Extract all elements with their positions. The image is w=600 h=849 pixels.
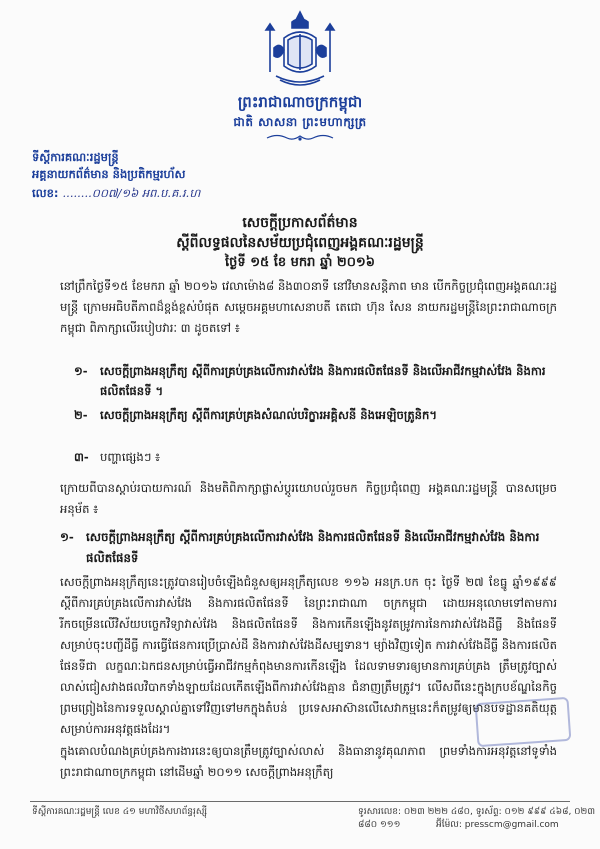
section-number: ១- xyxy=(60,530,74,544)
department-name: អគ្គនាយកព័ត៌មាន និងប្រតិកម្មរហ័ស xyxy=(32,167,186,181)
section-heading xyxy=(60,527,560,569)
agenda-text: បញ្ហាផ្សេងៗ ៖ xyxy=(100,450,161,464)
national-motto: ជាតិ សាសនា ព្រះមហាក្សត្រ xyxy=(233,115,367,129)
reference-value: ........០០៧/១៦ អព.ប.គ.រ.ហ xyxy=(62,186,201,200)
footer-phone: ទូរសារលេខ: ០២៣ ២២២ ៤៨០, ទូរស័ព្ទ: ០១២ ៩៩៩ ៤៦៨, ០២៣ ៨៨០ ១១១ xyxy=(358,807,596,830)
reference-label: លេខ xyxy=(32,186,54,200)
agenda-text: សេចក្តីព្រាងអនុក្រឹត្យ ស្តីពីការគ្រប់គ្រងសំណល់បរិក្ខារអគ្គិសនី និងអេឡិចត្រូនិក។ xyxy=(100,408,438,422)
footer-divider xyxy=(30,801,570,802)
section-body-continued: ក្នុងគោលបំណងគ្រប់គ្រងការងារនេះឲ្យបានត្រឹមត្រូវច្បាស់លាស់ និងធានានូវគុណភាព ព្រមទាំងការអនុវត្តនៅទូទាំងព្រះរាជាណាចក្រកម្ពុជា នៅដើមឆ្នាំ ២០១១ សេចក្តីព្រាងអនុក្រឹត្យ xyxy=(60,744,557,779)
document-subject: ស្តីពីលទ្ធផលនៃសម័យប្រជុំពេញអង្គគណៈរដ្ឋមន្ត្រី xyxy=(176,235,424,251)
document-date: ថ្ងៃទី ១៥ ខែ មករា ឆ្នាំ ២០១៦ xyxy=(225,255,375,270)
official-stamp xyxy=(475,697,572,747)
decision-paragraph: ក្រោយពីបានស្តាប់របាយការណ៍ និងមតិពិភាក្សាផ្លាស់ប្តូរយោបល់រួចមក កិច្ចប្រជុំពេញ អង្គគណៈរដ្ឋមន្ត្រី បានសម្រេចអនុម័ត ៖ xyxy=(60,481,557,516)
agenda-number: ១- xyxy=(74,364,88,378)
footer-address: ទីស្តីការគណៈរដ្ឋមន្ត្រី លេខ ៤១ មហាវិថីសហព័ន្ធរុស្ស៊ី xyxy=(32,807,208,817)
document-title: សេចក្តីប្រកាសព័ត៌មាន xyxy=(242,215,358,231)
reference-number: លេខ: ........០០៧/១៦ អព.ប.គ.រ.ហ xyxy=(32,186,201,200)
agenda-item xyxy=(74,447,560,467)
agenda-item xyxy=(74,361,560,401)
section-heading-text: សេចក្តីព្រាងអនុក្រឹត្យ ស្តីពីការគ្រប់គ្រងលើការវាស់វែង និងការផលិតផែនទី និងលើអាជីវកម្មវាស់វែង និងការផលិតផែនទី xyxy=(86,530,540,565)
agenda-number: ២- xyxy=(74,408,88,422)
intro-paragraph: នៅព្រឹកថ្ងៃទី១៥ ខែមករា ឆ្នាំ ២០១៦ វេលាម៉ោង៨ និង៣០នាទី នៅវិមានសន្តិភាព មាន បើកកិច្ចប្រជុំពេញអង្គគណៈរដ្ឋមន្ត្រី ក្រោមអធិបតីភាពដ៏ខ្ពង់ខ្ពស់បំផុត សម្តេចអគ្គមហាសេនាបតី តេជោ ហ៊ុន សែន នាយករដ្ឋមន្ត្រីនៃព្រះរាជាណាចក្រកម្ពុជា ពិភាក្សាលើរបៀបវារៈ ៣ ដូចតទៅ ៖ xyxy=(60,279,557,335)
ornament-divider-icon xyxy=(265,133,335,143)
footer-email: អ៊ីម៉ែល: presscm@gmail.com xyxy=(436,820,559,830)
agenda-text: សេចក្តីព្រាងអនុក្រឹត្យ ស្តីពីការគ្រប់គ្រងលើការវាស់វែង និងការផលិតផែនទី និងលើអាជីវកម្មវាស់វែង និងការផលិតផែនទី ។ xyxy=(100,364,546,398)
section-body: សេចក្តីព្រាងអនុក្រឹត្យនេះត្រូវបានរៀបចំឡើងជំនួសឲ្យអនុក្រឹត្យលេខ ១១៦ អនក្រ.បក ចុះ ថ្ងៃទី ២៧ ខែធ្នូ ឆ្នាំ១៩៩៩ ស្តីពីការគ្រប់គ្រងលើការវាស់វែង និងការផលិតផែនទី នៃព្រះរាជាណា ចក្រកម្ពុជា ដោយអនុលោមទៅតាមការរីកចម្រើនលើវិស័យបច្ចេកវិទ្យាវាស់វែង និងផលិតផែនទី និងការកើនឡើងនូវតម្រូវការនៃការវាស់វែងដីធ្លី និងផែនទី សម្រាប់ចុះបញ្ជីដីធ្លី ការធ្វើផែនការប្រើប្រាស់ដី និងការវាស់វែងដីសម្បទាន។ ម្យ៉ាងវិញទៀត ការវាស់វែងដីធ្លី និងការផលិតផែនទីជា លក្ខណៈឯកជនសម្រាប់ធ្វើអាជីវកម្មកំពុងមានការកើនឡើង ដែលទាមទារឲ្យមានការគ្រប់គ្រង ត្រឹមត្រូវច្បាស់លាស់ជៀសវាងផលវិបាកទាំងឡាយដែលកើតឡើងពីការវាស់វែងគ្មាន ជំនាញត្រឹមត្រូវ។ លើសពីនេះក្នុងក្របខ័ណ្ឌនៃកិច្ចព្រមព្រៀងនៃការទទួលស្គាល់គ្នាទៅវិញទៅមកក្នុងតំបន់ ប្រទេសអាស៊ានលើសេវាកម្មនេះក៏តម្រូវឲ្យមានបទដ្ឋានគតិយុត្តសម្រាប់ការអនុវត្តផងដែរ។ xyxy=(60,575,557,736)
kingdom-name: ព្រះរាជាណាចក្រកម្ពុជា xyxy=(237,93,363,111)
agenda-item xyxy=(74,405,560,425)
office-name: ទីស្តីការគណៈរដ្ឋមន្ត្រី xyxy=(32,150,119,164)
agenda-number: ៣- xyxy=(74,450,89,464)
royal-coat-of-arms-icon xyxy=(262,8,338,90)
